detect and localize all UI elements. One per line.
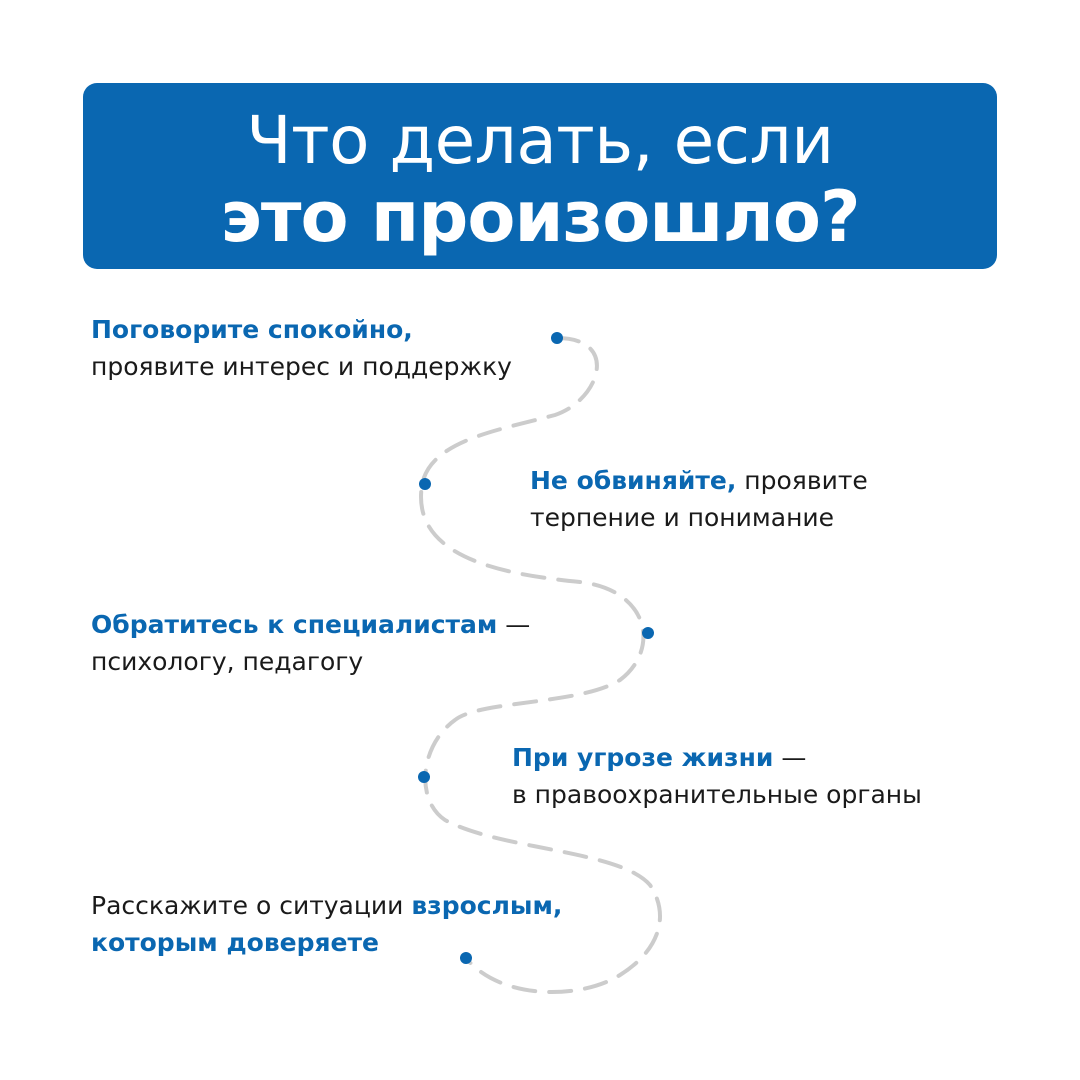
step-1-text: проявите интерес и поддержку xyxy=(91,352,512,381)
step-3-heading: Обратитесь к специалистам xyxy=(91,610,498,639)
step-2-heading: Не обвиняйте, xyxy=(530,466,737,495)
path-dot-1 xyxy=(551,332,563,344)
step-3-heading-tail: — xyxy=(497,610,531,639)
step-4-text: в правоохранительные органы xyxy=(512,780,922,809)
step-2-heading-tail: проявите xyxy=(736,466,868,495)
step-3-text: психологу, педагогу xyxy=(91,647,364,676)
title-line-2: это произошло? xyxy=(220,176,860,258)
step-4-heading: При угрозе жизни xyxy=(512,743,774,772)
title-line-1: Что делать, если xyxy=(246,102,834,179)
path-dot-4 xyxy=(418,771,430,783)
step-1 xyxy=(91,311,512,385)
path-dot-2 xyxy=(419,478,431,490)
step-2-text: терпение и понимание xyxy=(530,503,835,532)
step-4 xyxy=(512,739,922,813)
step-5-heading: взрослым, xyxy=(411,891,563,920)
step-3 xyxy=(91,606,530,680)
step-2 xyxy=(530,462,868,536)
step-5-heading-lead: Расскажите о ситуации xyxy=(91,891,412,920)
step-5-text: которым доверяете xyxy=(91,928,379,957)
step-1-heading: Поговорите спокойно, xyxy=(91,315,413,344)
path-dot-3 xyxy=(642,627,654,639)
step-5 xyxy=(91,887,562,961)
step-4-heading-tail: — xyxy=(773,743,807,772)
